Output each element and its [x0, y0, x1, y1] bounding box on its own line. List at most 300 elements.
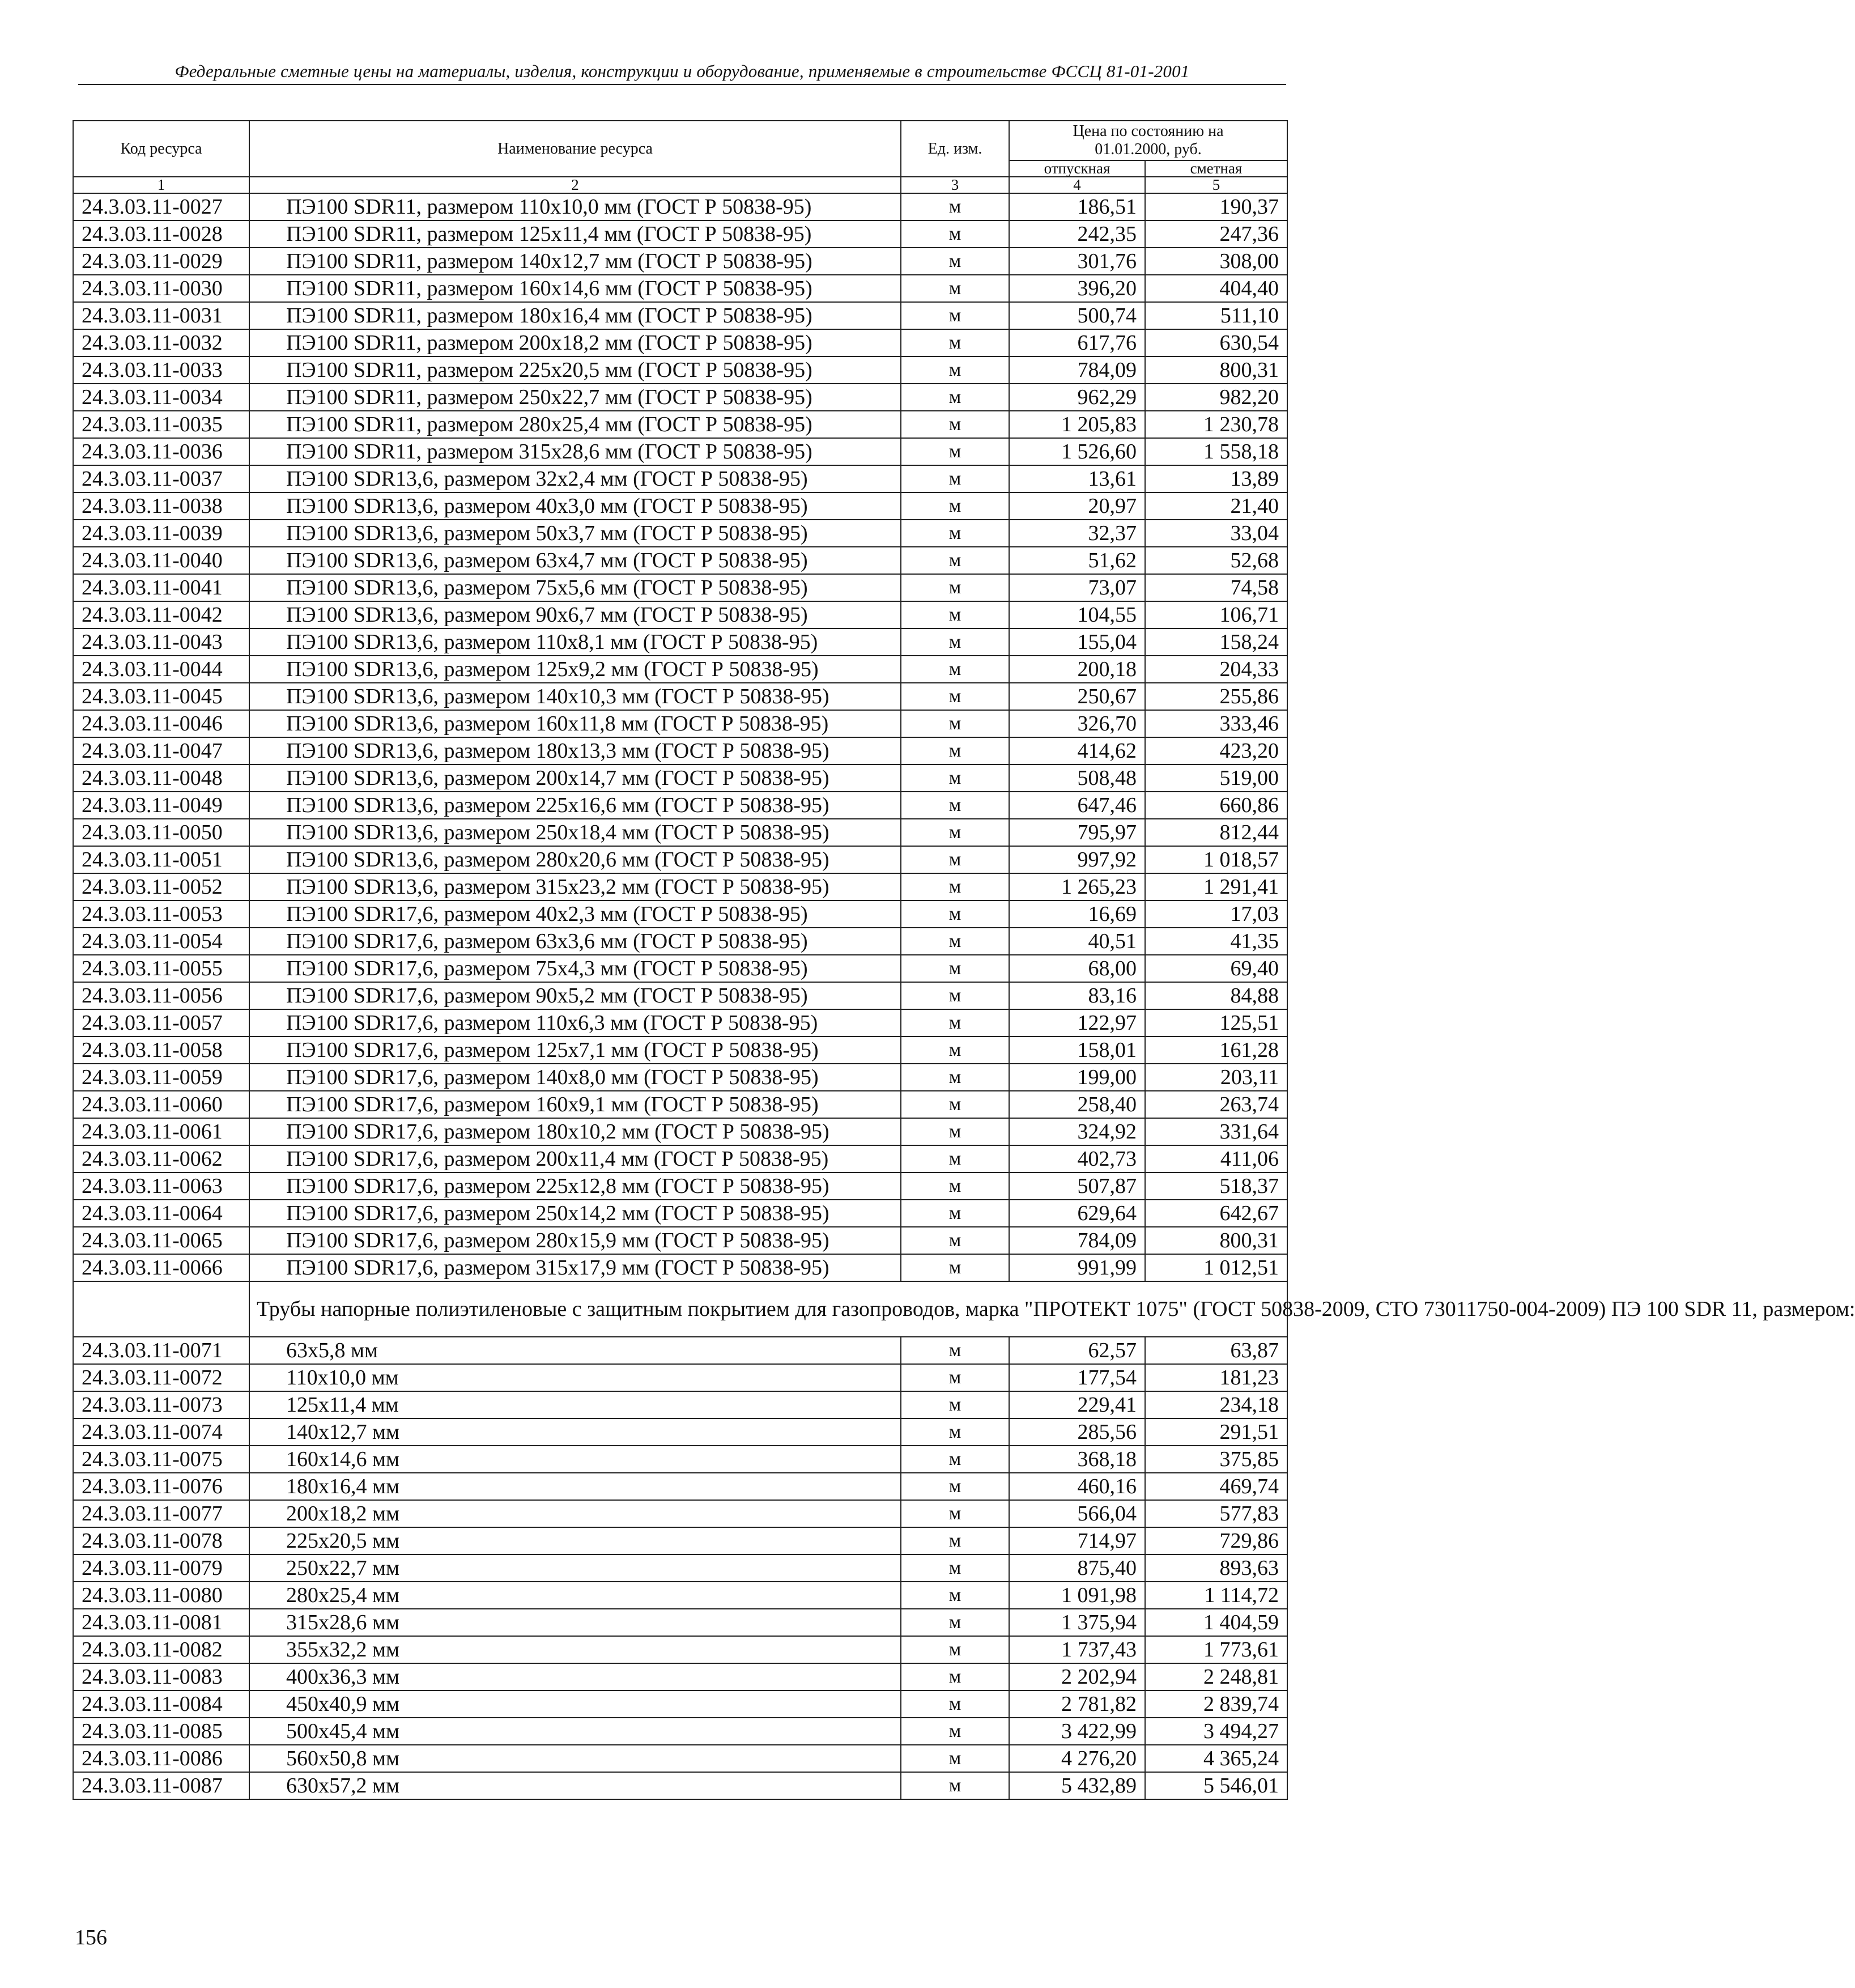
col-header-release: отпускная: [1009, 160, 1145, 177]
unit: м: [901, 1663, 1009, 1690]
unit: м: [901, 302, 1009, 329]
col-number-1: 1: [73, 177, 249, 193]
resource-code: 24.3.03.11-0074: [73, 1418, 249, 1446]
estimate-price: 375,85: [1145, 1446, 1287, 1473]
unit: м: [901, 1554, 1009, 1582]
estimate-price: 729,86: [1145, 1527, 1287, 1554]
resource-name: 200х18,2 мм: [249, 1500, 901, 1527]
unit: м: [901, 1254, 1009, 1281]
release-price: 68,00: [1009, 955, 1145, 982]
estimate-price: 630,54: [1145, 329, 1287, 356]
table-row: [73, 873, 1287, 900]
table-row: [73, 601, 1287, 628]
table-row: [73, 683, 1287, 710]
release-price: 500,74: [1009, 302, 1145, 329]
resource-code: 24.3.03.11-0030: [73, 275, 249, 302]
price-group-label: Цена по состоянию на 01.01.2000, руб.: [1073, 122, 1224, 158]
release-price: 242,35: [1009, 220, 1145, 248]
table-row: [73, 1772, 1287, 1799]
resource-name: ПЭ100 SDR17,6, размером 200х11,4 мм (ГОСТ Р 50838-95): [249, 1145, 901, 1173]
estimate-price: 518,37: [1145, 1173, 1287, 1200]
estimate-price: 41,35: [1145, 928, 1287, 955]
unit: м: [901, 982, 1009, 1009]
estimate-price: 291,51: [1145, 1418, 1287, 1446]
unit: м: [901, 900, 1009, 928]
resource-name: 140х12,7 мм: [249, 1418, 901, 1446]
estimate-price: 519,00: [1145, 764, 1287, 792]
resource-name: ПЭ100 SDR13,6, размером 125х9,2 мм (ГОСТ Р 50838-95): [249, 656, 901, 683]
release-price: 13,61: [1009, 465, 1145, 492]
unit: м: [901, 520, 1009, 547]
release-price: 414,62: [1009, 737, 1145, 764]
release-price: 177,54: [1009, 1364, 1145, 1391]
resource-name: ПЭ100 SDR13,6, размером 280х20,6 мм (ГОСТ Р 50838-95): [249, 846, 901, 873]
resource-code: 24.3.03.11-0051: [73, 846, 249, 873]
estimate-price: 308,00: [1145, 248, 1287, 275]
estimate-price: 190,37: [1145, 193, 1287, 220]
table-row: [73, 356, 1287, 384]
resource-name: ПЭ100 SDR17,6, размером 140х8,0 мм (ГОСТ Р 50838-95): [249, 1064, 901, 1091]
resource-name: 630х57,2 мм: [249, 1772, 901, 1799]
release-price: 250,67: [1009, 683, 1145, 710]
unit: м: [901, 465, 1009, 492]
estimate-price: 69,40: [1145, 955, 1287, 982]
estimate-price: 4 365,24: [1145, 1745, 1287, 1772]
estimate-price: 577,83: [1145, 1500, 1287, 1527]
estimate-price: 106,71: [1145, 601, 1287, 628]
estimate-price: 74,58: [1145, 574, 1287, 601]
table-row: [73, 220, 1287, 248]
col-header-estimate: сметная: [1145, 160, 1287, 177]
resource-name: ПЭ100 SDR13,6, размером 63х4,7 мм (ГОСТ Р 50838-95): [249, 547, 901, 574]
unit: м: [901, 411, 1009, 438]
table-row: [73, 1091, 1287, 1118]
release-price: 4 276,20: [1009, 1745, 1145, 1772]
release-price: 1 737,43: [1009, 1636, 1145, 1663]
table-row: [73, 846, 1287, 873]
resource-code: 24.3.03.11-0035: [73, 411, 249, 438]
resource-name: ПЭ100 SDR11, размером 315х28,6 мм (ГОСТ Р 50838-95): [249, 438, 901, 465]
resource-name: ПЭ100 SDR17,6, размером 40х2,3 мм (ГОСТ Р 50838-95): [249, 900, 901, 928]
release-price: 1 205,83: [1009, 411, 1145, 438]
unit: м: [901, 1064, 1009, 1091]
release-price: 20,97: [1009, 492, 1145, 520]
resource-name: 280х25,4 мм: [249, 1582, 901, 1609]
table-row: [73, 1200, 1287, 1227]
resource-code: 24.3.03.11-0065: [73, 1227, 249, 1254]
release-price: 784,09: [1009, 1227, 1145, 1254]
resource-code: 24.3.03.11-0050: [73, 819, 249, 846]
unit: м: [901, 1446, 1009, 1473]
resource-code: 24.3.03.11-0048: [73, 764, 249, 792]
release-price: 73,07: [1009, 574, 1145, 601]
estimate-price: 1 114,72: [1145, 1582, 1287, 1609]
release-price: 16,69: [1009, 900, 1145, 928]
release-price: 997,92: [1009, 846, 1145, 873]
unit: м: [901, 574, 1009, 601]
unit: м: [901, 1364, 1009, 1391]
resource-code: 24.3.03.11-0047: [73, 737, 249, 764]
table-row: [73, 1009, 1287, 1037]
category-title: Трубы напорные полиэтиленовые с защитным покрытием для газопроводов, марка "ПРОТЕКТ 1075" (ГОСТ 50838-2009, СТО 73011750-004-2009) ПЭ 100 SDR 11, размером:: [249, 1281, 1287, 1337]
unit: м: [901, 1745, 1009, 1772]
estimate-price: 203,11: [1145, 1064, 1287, 1091]
unit: м: [901, 1582, 1009, 1609]
table-row: [73, 1145, 1287, 1173]
resource-name: 500х45,4 мм: [249, 1718, 901, 1745]
estimate-price: 331,64: [1145, 1118, 1287, 1145]
unit: м: [901, 1391, 1009, 1418]
resource-name: ПЭ100 SDR17,6, размером 160х9,1 мм (ГОСТ Р 50838-95): [249, 1091, 901, 1118]
release-price: 326,70: [1009, 710, 1145, 737]
resource-name: ПЭ100 SDR17,6, размером 250х14,2 мм (ГОСТ Р 50838-95): [249, 1200, 901, 1227]
estimate-price: 84,88: [1145, 982, 1287, 1009]
col-number-5: 5: [1145, 177, 1287, 193]
release-price: 507,87: [1009, 1173, 1145, 1200]
resource-code: 24.3.03.11-0079: [73, 1554, 249, 1582]
resource-name: ПЭ100 SDR17,6, размером 90х5,2 мм (ГОСТ Р 50838-95): [249, 982, 901, 1009]
release-price: 32,37: [1009, 520, 1145, 547]
table-row: [73, 955, 1287, 982]
unit: м: [901, 1173, 1009, 1200]
release-price: 2 202,94: [1009, 1663, 1145, 1690]
table-row: [73, 248, 1287, 275]
estimate-price: 125,51: [1145, 1009, 1287, 1037]
resource-code: 24.3.03.11-0081: [73, 1609, 249, 1636]
table-row: [73, 1064, 1287, 1091]
estimate-price: 181,23: [1145, 1364, 1287, 1391]
resource-name: 63х5,8 мм: [249, 1337, 901, 1364]
estimate-price: 660,86: [1145, 792, 1287, 819]
table-row: [73, 1473, 1287, 1500]
resource-code: 24.3.03.11-0082: [73, 1636, 249, 1663]
release-price: 40,51: [1009, 928, 1145, 955]
category-empty-cell: [73, 1281, 249, 1337]
resource-code: 24.3.03.11-0061: [73, 1118, 249, 1145]
release-price: 3 422,99: [1009, 1718, 1145, 1745]
table-body-protect: [73, 1337, 1287, 1799]
unit: м: [901, 1009, 1009, 1037]
table-row: [73, 982, 1287, 1009]
unit: м: [901, 1200, 1009, 1227]
resource-name: ПЭ100 SDR17,6, размером 75х4,3 мм (ГОСТ Р 50838-95): [249, 955, 901, 982]
resource-code: 24.3.03.11-0040: [73, 547, 249, 574]
resource-code: 24.3.03.11-0049: [73, 792, 249, 819]
table-row: [73, 302, 1287, 329]
unit: м: [901, 819, 1009, 846]
table-row: [73, 1418, 1287, 1446]
table-row: [73, 1745, 1287, 1772]
release-price: 617,76: [1009, 329, 1145, 356]
resource-code: 24.3.03.11-0045: [73, 683, 249, 710]
estimate-price: 21,40: [1145, 492, 1287, 520]
table-row: [73, 1690, 1287, 1718]
unit: м: [901, 792, 1009, 819]
resource-code: 24.3.03.11-0085: [73, 1718, 249, 1745]
unit: м: [901, 628, 1009, 656]
release-price: 158,01: [1009, 1037, 1145, 1064]
table-row: [73, 737, 1287, 764]
estimate-price: 1 291,41: [1145, 873, 1287, 900]
resource-code: 24.3.03.11-0086: [73, 1745, 249, 1772]
release-price: 2 781,82: [1009, 1690, 1145, 1718]
table-row: [73, 1227, 1287, 1254]
resource-code: 24.3.03.11-0033: [73, 356, 249, 384]
table-body-pipes: [73, 193, 1287, 1281]
resource-name: 125х11,4 мм: [249, 1391, 901, 1418]
resource-name: ПЭ100 SDR13,6, размером 180х13,3 мм (ГОСТ Р 50838-95): [249, 737, 901, 764]
unit: м: [901, 275, 1009, 302]
release-price: 368,18: [1009, 1446, 1145, 1473]
resource-code: 24.3.03.11-0084: [73, 1690, 249, 1718]
estimate-price: 404,40: [1145, 275, 1287, 302]
estimate-price: 812,44: [1145, 819, 1287, 846]
release-price: 714,97: [1009, 1527, 1145, 1554]
resource-name: 450х40,9 мм: [249, 1690, 901, 1718]
estimate-price: 333,46: [1145, 710, 1287, 737]
release-price: 285,56: [1009, 1418, 1145, 1446]
table-row: [73, 1582, 1287, 1609]
release-price: 324,92: [1009, 1118, 1145, 1145]
table-row: [73, 329, 1287, 356]
resource-name: ПЭ100 SDR11, размером 125х11,4 мм (ГОСТ Р 50838-95): [249, 220, 901, 248]
table-row: [73, 1609, 1287, 1636]
resource-name: ПЭ100 SDR11, размером 280х25,4 мм (ГОСТ Р 50838-95): [249, 411, 901, 438]
resource-code: 24.3.03.11-0078: [73, 1527, 249, 1554]
resource-name: ПЭ100 SDR13,6, размером 50х3,7 мм (ГОСТ Р 50838-95): [249, 520, 901, 547]
resource-name: ПЭ100 SDR11, размером 250х22,7 мм (ГОСТ Р 50838-95): [249, 384, 901, 411]
resource-code: 24.3.03.11-0042: [73, 601, 249, 628]
estimate-price: 1 018,57: [1145, 846, 1287, 873]
estimate-price: 5 546,01: [1145, 1772, 1287, 1799]
resource-code: 24.3.03.11-0073: [73, 1391, 249, 1418]
resource-code: 24.3.03.11-0034: [73, 384, 249, 411]
resource-code: 24.3.03.11-0027: [73, 193, 249, 220]
unit: м: [901, 683, 1009, 710]
release-price: 199,00: [1009, 1064, 1145, 1091]
resource-code: 24.3.03.11-0029: [73, 248, 249, 275]
resource-code: 24.3.03.11-0044: [73, 656, 249, 683]
unit: м: [901, 248, 1009, 275]
resource-name: ПЭ100 SDR17,6, размером 125х7,1 мм (ГОСТ Р 50838-95): [249, 1037, 901, 1064]
resource-name: 250х22,7 мм: [249, 1554, 901, 1582]
release-price: 5 432,89: [1009, 1772, 1145, 1799]
unit: м: [901, 1636, 1009, 1663]
resource-name: 160х14,6 мм: [249, 1446, 901, 1473]
price-table: [73, 120, 1855, 1800]
release-price: 301,76: [1009, 248, 1145, 275]
release-price: 962,29: [1009, 384, 1145, 411]
unit: м: [901, 384, 1009, 411]
resource-name: ПЭ100 SDR13,6, размером 250х18,4 мм (ГОСТ Р 50838-95): [249, 819, 901, 846]
unit: м: [901, 220, 1009, 248]
resource-name: ПЭ100 SDR13,6, размером 200х14,7 мм (ГОСТ Р 50838-95): [249, 764, 901, 792]
table-row: [73, 1337, 1287, 1364]
unit: м: [901, 1772, 1009, 1799]
release-price: 875,40: [1009, 1554, 1145, 1582]
category-row: [73, 1281, 1287, 1337]
table-row: [73, 1663, 1287, 1690]
resource-code: 24.3.03.11-0064: [73, 1200, 249, 1227]
estimate-price: 642,67: [1145, 1200, 1287, 1227]
col-header-price-group: [1009, 121, 1287, 160]
resource-name: ПЭ100 SDR13,6, размером 160х11,8 мм (ГОСТ Р 50838-95): [249, 710, 901, 737]
col-number-4: 4: [1009, 177, 1145, 193]
release-price: 155,04: [1009, 628, 1145, 656]
estimate-price: 247,36: [1145, 220, 1287, 248]
resource-name: 315х28,6 мм: [249, 1609, 901, 1636]
resource-name: ПЭ100 SDR13,6, размером 90х6,7 мм (ГОСТ Р 50838-95): [249, 601, 901, 628]
unit: м: [901, 1037, 1009, 1064]
estimate-price: 3 494,27: [1145, 1718, 1287, 1745]
resource-code: 24.3.03.11-0037: [73, 465, 249, 492]
estimate-price: 1 773,61: [1145, 1636, 1287, 1663]
estimate-price: 161,28: [1145, 1037, 1287, 1064]
resource-name: ПЭ100 SDR13,6, размером 110х8,1 мм (ГОСТ Р 50838-95): [249, 628, 901, 656]
table-row: [73, 900, 1287, 928]
table-row: [73, 1364, 1287, 1391]
unit: м: [901, 492, 1009, 520]
table-row: [73, 710, 1287, 737]
unit: м: [901, 737, 1009, 764]
resource-code: 24.3.03.11-0063: [73, 1173, 249, 1200]
estimate-price: 1 404,59: [1145, 1609, 1287, 1636]
unit: м: [901, 1527, 1009, 1554]
table-row: [73, 928, 1287, 955]
table-row: [73, 656, 1287, 683]
resource-name: 110х10,0 мм: [249, 1364, 901, 1391]
resource-name: ПЭ100 SDR13,6, размером 75х5,6 мм (ГОСТ Р 50838-95): [249, 574, 901, 601]
release-price: 51,62: [1009, 547, 1145, 574]
resource-name: ПЭ100 SDR17,6, размером 225х12,8 мм (ГОСТ Р 50838-95): [249, 1173, 901, 1200]
unit: м: [901, 1500, 1009, 1527]
estimate-price: 52,68: [1145, 547, 1287, 574]
table-row: [73, 1527, 1287, 1554]
resource-code: 24.3.03.11-0041: [73, 574, 249, 601]
page-number: 156: [75, 1926, 107, 1949]
resource-name: ПЭ100 SDR17,6, размером 110х6,3 мм (ГОСТ Р 50838-95): [249, 1009, 901, 1037]
table-row: [73, 1118, 1287, 1145]
resource-code: 24.3.03.11-0087: [73, 1772, 249, 1799]
estimate-price: 33,04: [1145, 520, 1287, 547]
unit: м: [901, 873, 1009, 900]
unit: м: [901, 1473, 1009, 1500]
unit: м: [901, 547, 1009, 574]
estimate-price: 1 230,78: [1145, 411, 1287, 438]
release-price: 508,48: [1009, 764, 1145, 792]
resource-code: 24.3.03.11-0046: [73, 710, 249, 737]
unit: м: [901, 928, 1009, 955]
resource-code: 24.3.03.11-0060: [73, 1091, 249, 1118]
col-number-2: 2: [249, 177, 901, 193]
unit: м: [901, 656, 1009, 683]
resource-code: 24.3.03.11-0028: [73, 220, 249, 248]
release-price: 1 375,94: [1009, 1609, 1145, 1636]
table-row: [73, 520, 1287, 547]
resource-name: ПЭ100 SDR13,6, размером 140х10,3 мм (ГОСТ Р 50838-95): [249, 683, 901, 710]
unit: м: [901, 1690, 1009, 1718]
table-row: [73, 1037, 1287, 1064]
release-price: 647,46: [1009, 792, 1145, 819]
release-price: 784,09: [1009, 356, 1145, 384]
table-row: [73, 492, 1287, 520]
resource-name: ПЭ100 SDR11, размером 180х16,4 мм (ГОСТ Р 50838-95): [249, 302, 901, 329]
estimate-price: 469,74: [1145, 1473, 1287, 1500]
table-row: [73, 193, 1287, 220]
resource-name: 180х16,4 мм: [249, 1473, 901, 1500]
release-price: 795,97: [1009, 819, 1145, 846]
resource-name: ПЭ100 SDR11, размером 160х14,6 мм (ГОСТ Р 50838-95): [249, 275, 901, 302]
unit: м: [901, 1718, 1009, 1745]
table-row: [73, 1554, 1287, 1582]
release-price: 200,18: [1009, 656, 1145, 683]
resource-code: 24.3.03.11-0075: [73, 1446, 249, 1473]
resource-code: 24.3.03.11-0053: [73, 900, 249, 928]
resource-name: ПЭ100 SDR17,6, размером 63х3,6 мм (ГОСТ Р 50838-95): [249, 928, 901, 955]
resource-code: 24.3.03.11-0072: [73, 1364, 249, 1391]
resource-code: 24.3.03.11-0058: [73, 1037, 249, 1064]
table-row: [73, 1636, 1287, 1663]
unit: м: [901, 764, 1009, 792]
resource-code: 24.3.03.11-0036: [73, 438, 249, 465]
table-row: [73, 1718, 1287, 1745]
estimate-price: 2 248,81: [1145, 1663, 1287, 1690]
unit: м: [901, 601, 1009, 628]
estimate-price: 2 839,74: [1145, 1690, 1287, 1718]
release-price: 1 526,60: [1009, 438, 1145, 465]
unit: м: [901, 1609, 1009, 1636]
resource-code: 24.3.03.11-0032: [73, 329, 249, 356]
resource-code: 24.3.03.11-0056: [73, 982, 249, 1009]
release-price: 629,64: [1009, 1200, 1145, 1227]
col-number-3: 3: [901, 177, 1009, 193]
resource-code: 24.3.03.11-0066: [73, 1254, 249, 1281]
estimate-price: 234,18: [1145, 1391, 1287, 1418]
resource-name: 400х36,3 мм: [249, 1663, 901, 1690]
resource-code: 24.3.03.11-0071: [73, 1337, 249, 1364]
release-price: 104,55: [1009, 601, 1145, 628]
resource-name: ПЭ100 SDR13,6, размером 225х16,6 мм (ГОСТ Р 50838-95): [249, 792, 901, 819]
table-row: [73, 819, 1287, 846]
estimate-price: 1 558,18: [1145, 438, 1287, 465]
resource-name: ПЭ100 SDR13,6, размером 40х3,0 мм (ГОСТ Р 50838-95): [249, 492, 901, 520]
table-row: [73, 275, 1287, 302]
running-header: Федеральные сметные цены на материалы, изделия, конструкции и оборудование, применяемые в строительстве ФССЦ 81-01-2001: [78, 61, 1286, 85]
unit: м: [901, 356, 1009, 384]
release-price: 1 091,98: [1009, 1582, 1145, 1609]
unit: м: [901, 1145, 1009, 1173]
resource-code: 24.3.03.11-0054: [73, 928, 249, 955]
resource-name: ПЭ100 SDR13,6, размером 315х23,2 мм (ГОСТ Р 50838-95): [249, 873, 901, 900]
resource-name: ПЭ100 SDR17,6, размером 280х15,9 мм (ГОСТ Р 50838-95): [249, 1227, 901, 1254]
release-price: 258,40: [1009, 1091, 1145, 1118]
release-price: 991,99: [1009, 1254, 1145, 1281]
resource-code: 24.3.03.11-0038: [73, 492, 249, 520]
release-price: 460,16: [1009, 1473, 1145, 1500]
resource-code: 24.3.03.11-0052: [73, 873, 249, 900]
resource-name: 225х20,5 мм: [249, 1527, 901, 1554]
table-row: [73, 764, 1287, 792]
unit: м: [901, 193, 1009, 220]
estimate-price: 1 012,51: [1145, 1254, 1287, 1281]
estimate-price: 800,31: [1145, 1227, 1287, 1254]
unit: м: [901, 438, 1009, 465]
unit: м: [901, 1091, 1009, 1118]
estimate-price: 255,86: [1145, 683, 1287, 710]
estimate-price: 204,33: [1145, 656, 1287, 683]
resource-code: 24.3.03.11-0055: [73, 955, 249, 982]
unit: м: [901, 1227, 1009, 1254]
